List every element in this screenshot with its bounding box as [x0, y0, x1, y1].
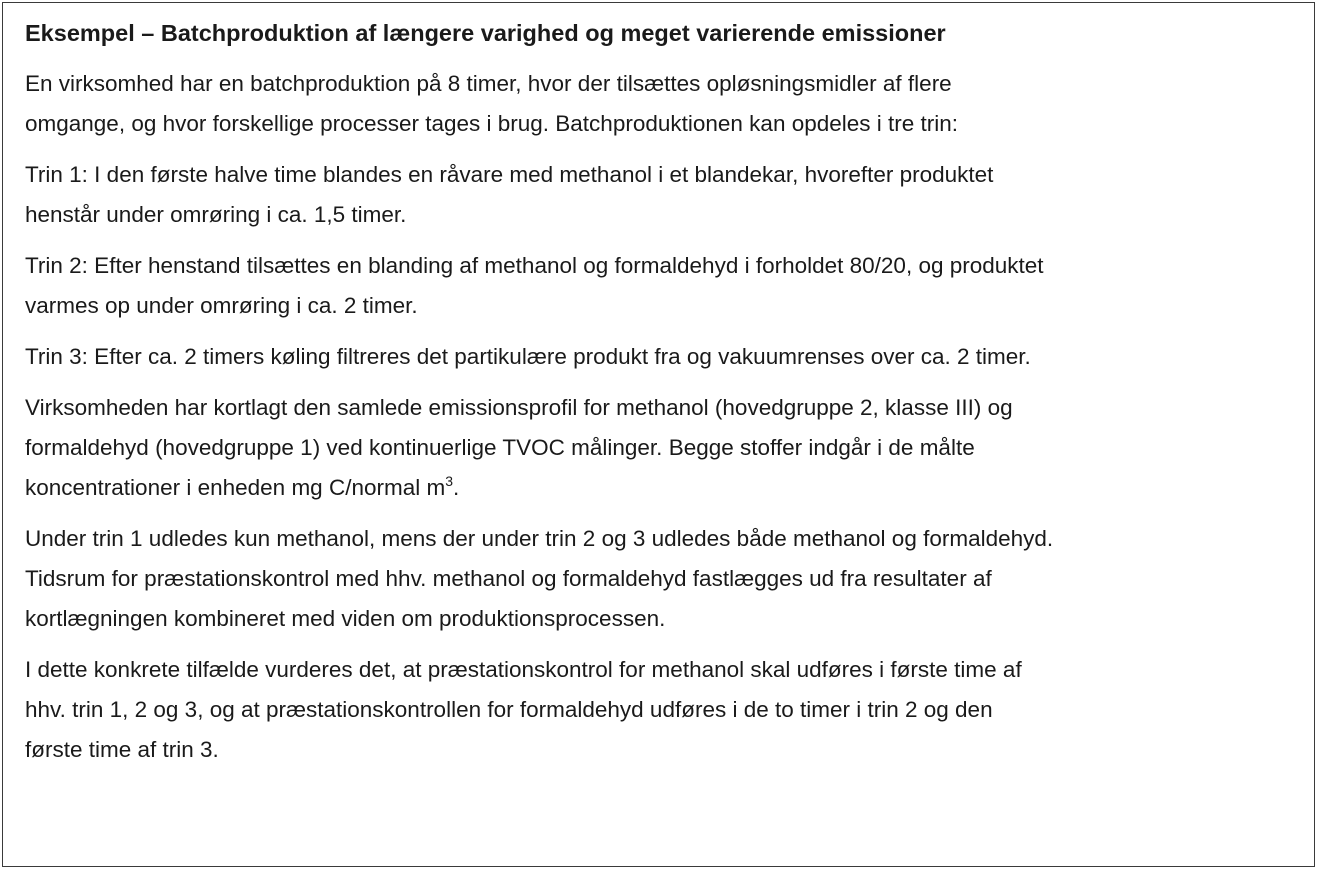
paragraph-line: hhv. trin 1, 2 og 3, og at præstationskontrollen for formaldehyd udføres i de to timer i trin 2 og den	[25, 697, 993, 722]
paragraph-line: varmes op under omrøring i ca. 2 timer.	[25, 293, 418, 318]
paragraph-emission-profile	[25, 388, 1292, 508]
paragraph-conclusion	[25, 650, 1292, 770]
paragraph-line: I dette konkrete tilfælde vurderes det, at præstationskontrol for methanol skal udføres i første time af	[25, 657, 1022, 682]
paragraph-line: henstår under omrøring i ca. 1,5 timer.	[25, 202, 407, 227]
paragraph-step-3	[25, 337, 1292, 377]
paragraph-line: Trin 3: Efter ca. 2 timers køling filtreres det partikulære produkt fra og vakuumrenses over ca. 2 timer.	[25, 344, 1031, 369]
paragraph-line: første time af trin 3.	[25, 737, 219, 762]
sentence-end: .	[453, 475, 460, 500]
paragraph-line: Virksomheden har kortlagt den samlede emissionsprofil for methanol (hovedgruppe 2, klasse III) og	[25, 395, 1013, 420]
paragraph-line: formaldehyd (hovedgruppe 1) ved kontinuerlige TVOC målinger. Begge stoffer indgår i de målte	[25, 435, 975, 460]
paragraph-line: Trin 2: Efter henstand tilsættes en blanding af methanol og formaldehyd i forholdet 80/20, og produktet	[25, 253, 1044, 278]
unit-text: koncentrationer i enheden mg C/normal m	[25, 475, 446, 500]
paragraph-line	[25, 468, 1292, 508]
paragraph-line: omgange, og hvor forskellige processer tages i brug. Batchproduktionen kan opdeles i tre trin:	[25, 111, 959, 136]
example-box	[2, 2, 1315, 867]
paragraph-intro	[25, 64, 1292, 144]
paragraph-line: Tidsrum for præstationskontrol med hhv. methanol og formaldehyd fastlægges ud fra resultater af	[25, 566, 992, 591]
paragraph-emission-timing	[25, 519, 1292, 639]
paragraph-line: En virksomhed har en batchproduktion på 8 timer, hvor der tilsættes opløsningsmidler af flere	[25, 71, 952, 96]
paragraph-line: Trin 1: I den første halve time blandes en råvare med methanol i et blandekar, hvorefter produktet	[25, 162, 994, 187]
paragraph-step-1	[25, 155, 1292, 235]
example-title: Eksempel – Batchproduktion af længere varighed og meget varierende emissioner	[25, 20, 946, 46]
unit-superscript: 3	[445, 473, 454, 489]
paragraph-step-2	[25, 246, 1292, 326]
paragraph-line: kortlægningen kombineret med viden om produktionsprocessen.	[25, 606, 666, 631]
paragraph-line: Under trin 1 udledes kun methanol, mens der under trin 2 og 3 udledes både methanol og formaldehyd.	[25, 526, 1054, 551]
